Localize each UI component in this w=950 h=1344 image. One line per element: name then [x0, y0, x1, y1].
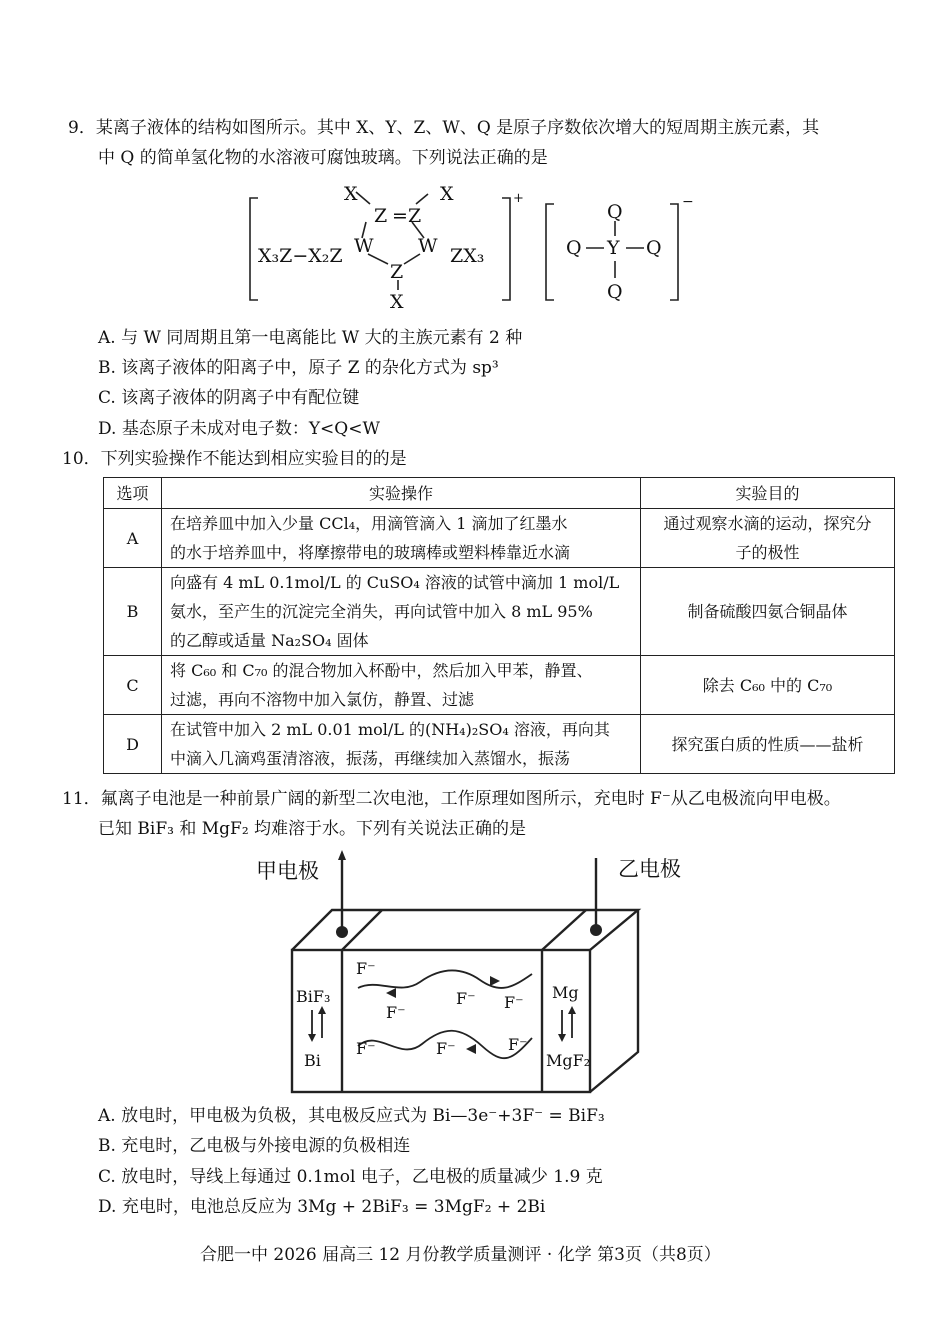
- q11-option-c: C. 放电时，导线上每通过 0.1mol 电子，乙电极的质量减少 1.9 克: [98, 1167, 603, 1187]
- anion-charge: −: [682, 194, 694, 210]
- left-electrode-label: 甲电极: [256, 859, 319, 883]
- goal-line: 探究蛋白质的性质——盐析: [671, 734, 864, 754]
- table-row: [104, 509, 895, 568]
- q11-option-d: D. 充电时，电池总反应为 3Mg + 2BiF₃ = 3MgF₂ + 2Bi: [98, 1197, 546, 1217]
- header-option: 选项: [104, 478, 162, 509]
- ring-z-bottom: Z: [390, 261, 404, 283]
- anion-q-top: Q: [607, 201, 623, 223]
- q11-option-b: B. 充电时，乙电极与外接电源的负极相连: [98, 1136, 411, 1156]
- right-top-species: Mg: [552, 983, 579, 1002]
- goal-line: 制备硫酸四氨合铜晶体: [687, 602, 848, 621]
- ring-double-bond: =: [392, 205, 408, 227]
- q9-option-c: C. 该离子液体的阴离子中有配位键: [98, 388, 360, 408]
- q9-option-a: A. 与 W 同周期且第一电离能比 W 大的主族元素有 2 种: [98, 328, 523, 348]
- sub-x-bottom: X: [390, 291, 404, 313]
- header-operation: 实验操作: [162, 478, 641, 509]
- sub-x-top-left: X: [344, 183, 358, 205]
- q9-stem-line1: 9．某离子液体的结构如图所示。其中 X、Y、Z、W、Q 是原子序数依次增大的短周期主族元素，其: [68, 118, 820, 138]
- anion-q-right: Q: [646, 237, 662, 259]
- fluoride-ion: F⁻: [386, 1003, 406, 1022]
- table-row: [104, 656, 895, 715]
- row-operation: [162, 509, 641, 568]
- q9-option-d: D. 基态原子未成对电子数：Y<Q<W: [98, 419, 380, 439]
- page-footer: 合肥一中 2026 届高三 12 月份教学质量测评 · 化学 第3页（共8页）: [200, 1245, 721, 1265]
- q9-ion-structure-figure: [240, 176, 700, 316]
- row-goal: [641, 509, 895, 568]
- row-goal: [641, 715, 895, 774]
- row-goal: [641, 656, 895, 715]
- operation-line: 向盛有 4 mL 0.1mol/L 的 CuSO₄ 溶液的试管中滴加 1 mol/L: [170, 573, 620, 592]
- operation-line: 的乙醇或适量 Na₂SO₄ 固体: [170, 631, 369, 650]
- table-row: [104, 715, 895, 774]
- fluoride-ion: F⁻: [356, 1039, 376, 1058]
- right-bottom-species: MgF₂: [546, 1051, 591, 1070]
- operation-line: 在培养皿中加入少量 CCl₄，用滴管滴入 1 滴加了红墨水: [170, 514, 568, 533]
- row-option: B: [104, 568, 162, 656]
- anion-q-bottom: Q: [607, 281, 623, 303]
- row-goal: [641, 568, 895, 656]
- row-option: C: [104, 656, 162, 715]
- anion-center-y: Y: [607, 237, 620, 259]
- fluoride-ion: F⁻: [508, 1035, 528, 1054]
- goal-line: 除去 C₆₀ 中的 C₇₀: [702, 675, 833, 695]
- operation-line: 中滴入几滴鸡蛋清溶液，振荡，再继续加入蒸馏水，振荡: [170, 749, 571, 768]
- operation-line: 过滤，再向不溶物中加入氯仿，静置、过滤: [170, 690, 475, 709]
- ring-z-right: Z: [408, 205, 422, 227]
- cation-right-group: ZX₃: [450, 245, 485, 267]
- q11-battery-figure: [250, 848, 700, 1098]
- q9-stem-line2: 中 Q 的简单氢化物的水溶液可腐蚀玻璃。下列说法正确的是: [98, 148, 548, 168]
- fluoride-ion: F⁻: [504, 993, 524, 1012]
- right-electrode-label: 乙电极: [618, 857, 681, 881]
- goal-line: 通过观察水滴的运动，探究分: [663, 514, 872, 533]
- operation-line: 的水于培养皿中，将摩擦带电的玻璃棒或塑料棒靠近水滴: [170, 543, 571, 562]
- q11-option-a: A. 放电时，甲电极为负极，其电极反应式为 Bi—3e⁻+3F⁻ = BiF₃: [98, 1106, 605, 1126]
- ring-z-left: Z: [374, 205, 388, 227]
- q10-stem: 10．下列实验操作不能达到相应实验目的的是: [62, 449, 407, 469]
- q9-option-b: B. 该离子液体的阳离子中，原子 Z 的杂化方式为 sp³: [98, 358, 499, 378]
- goal-line: 子的极性: [735, 543, 800, 562]
- operation-line: 将 C₆₀ 和 C₇₀ 的混合物加入杯酚中，然后加入甲苯，静置、: [170, 661, 593, 680]
- cation-charge: +: [513, 191, 524, 206]
- operation-line: 在试管中加入 2 mL 0.01 mol/L 的(NH₄)₂SO₄ 溶液，再向其: [170, 720, 610, 739]
- row-option: D: [104, 715, 162, 774]
- fluoride-ion: F⁻: [436, 1039, 456, 1058]
- header-goal: 实验目的: [641, 478, 895, 509]
- cation-left-group: X₃Z−X₂Z: [258, 245, 343, 267]
- q11-stem-line1: 11．氟离子电池是一种前景广阔的新型二次电池，工作原理如图所示，充电时 F⁻从乙电极流向甲电极。: [62, 789, 841, 809]
- fluoride-ion: F⁻: [356, 959, 376, 978]
- operation-line: 氨水，至产生的沉淀完全消失，再向试管中加入 8 mL 95%: [170, 602, 593, 621]
- row-operation: [162, 656, 641, 715]
- q11-stem-line2: 已知 BiF₃ 和 MgF₂ 均难溶于水。下列有关说法正确的是: [98, 819, 527, 839]
- table-row: [104, 568, 895, 656]
- left-top-species: BiF₃: [296, 987, 331, 1006]
- ring-w-left: W: [354, 235, 374, 257]
- fluoride-ion: F⁻: [456, 989, 476, 1008]
- row-operation: [162, 568, 641, 656]
- table-header-row: [104, 478, 895, 509]
- anion-q-left: Q: [566, 237, 582, 259]
- ring-w-right: W: [418, 235, 438, 257]
- sub-x-top-right: X: [440, 183, 454, 205]
- q10-experiment-table: [103, 477, 895, 774]
- left-bottom-species: Bi: [304, 1051, 321, 1070]
- row-option: A: [104, 509, 162, 568]
- row-operation: [162, 715, 641, 774]
